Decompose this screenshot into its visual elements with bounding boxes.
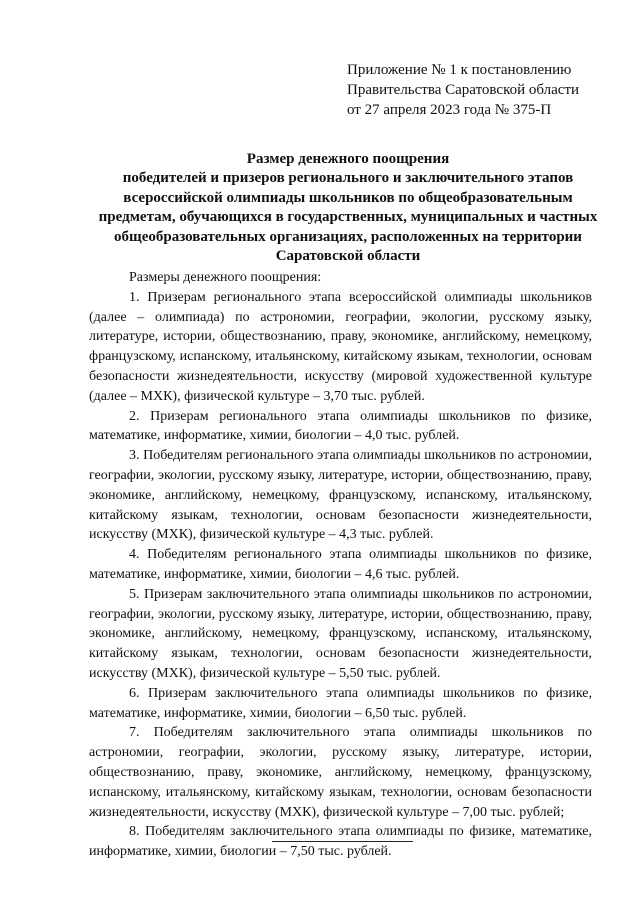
title-line: победителей и призеров регионального и заключительного этапов	[122, 170, 574, 187]
title-line: предметам, обучающихся в государственных, муниципальных и частных	[98, 209, 598, 226]
title-line: Размер денежного поощрения	[246, 151, 450, 167]
list-item: 5. Призерам заключительного этапа олимпиады школьников по астрономии, географии, экологии, русскому языку, литературе, истории, обществознанию, праву, экономике, английскому, немецкому, французскому, испанскому, итальянскому, китайскому языкам, технологии, основам безопасности жизнедеятельности, искусству (МХК), физической культуре – 5,50 тыс. рублей.	[89, 586, 592, 681]
document-title	[80, 150, 616, 266]
list-item: 7. Победителям заключительного этапа олимпиады школьников по астрономии, географии, экологии, русскому языку, литературе, истории, обществознанию, праву, экономике, английскому, немецкому, французскому, испанскому, итальянскому, китайскому языкам, технологии, основам безопасности жизнедеятельности, искусству (МХК), физической культуре – 7,00 тыс. рублей;	[89, 725, 592, 820]
appendix-line: Приложение № 1 к постановлению	[347, 62, 572, 78]
appendix-header	[347, 60, 579, 120]
list-item: 8. Победителям заключительного этапа олимпиады по физике, математике, информатике, химии, биологии – 7,50 тыс. рублей.	[89, 824, 592, 860]
appendix-line: от 27 апреля 2023 года № 375-П	[347, 102, 552, 118]
end-divider	[272, 841, 413, 842]
document-body	[89, 268, 592, 862]
list-item: 6. Призерам заключительного этапа олимпиады школьников по физике, математике, информатике, химии, биологии – 6,50 тыс. рублей.	[89, 685, 592, 721]
intro-paragraph: Размеры денежного поощрения:	[129, 270, 322, 285]
list-item: 2. Призерам регионального этапа олимпиады школьников по физике, математике, информатике, химии, биологии – 4,0 тыс. рублей.	[89, 408, 592, 444]
title-line: Саратовской области	[275, 248, 421, 265]
list-item: 1. Призерам регионального этапа всероссийской олимпиады школьников (далее – олимпиада) по астрономии, географии, экологии, русскому языку, литературе, истории, обществознанию, праву, экономике, английскому, немецкому, французскому, испанскому, итальянскому, китайскому языкам, технологии, основам безопасности жизнедеятельности, искусству (мировой художественной культуре (далее – МХК), физической культуре – 3,70 тыс. рублей.	[89, 289, 592, 404]
list-item: 3. Победителям регионального этапа олимпиады школьников по астрономии, географии, экологии, русскому языку, литературе, истории, обществознанию, праву, экономике, английскому, немецкому, французскому, испанскому, итальянскому, китайскому языкам, технологии, основам безопасности жизнедеятельности, искусству (МХК), физической культуре – 4,3 тыс. рублей.	[89, 448, 592, 543]
title-line: всероссийской олимпиады школьников по общеобразовательным	[123, 189, 573, 206]
list-item: 4. Победителям регионального этапа олимпиады школьников по физике, математике, информатике, химии, биологии – 4,6 тыс. рублей.	[89, 547, 592, 582]
appendix-line: Правительства Саратовской области	[347, 82, 580, 98]
title-line: общеобразовательных организациях, расположенных на территории	[114, 228, 582, 245]
